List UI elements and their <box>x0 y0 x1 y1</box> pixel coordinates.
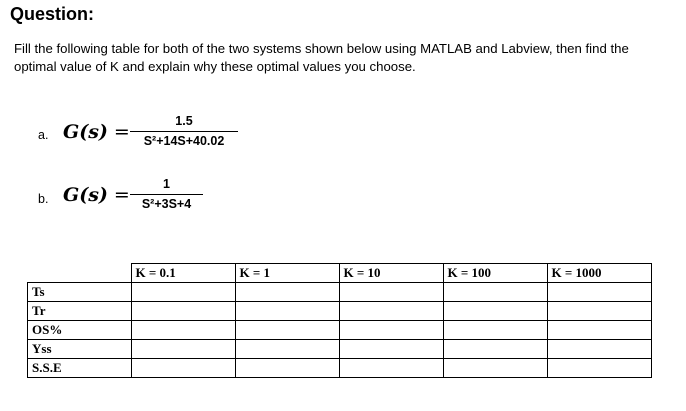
transfer-function-lhs <box>63 184 130 206</box>
numerator: 1.5 <box>175 114 193 128</box>
column-header: K = 100 <box>443 264 547 283</box>
table-cell[interactable] <box>443 359 547 378</box>
row-label: S.S.E <box>28 359 132 378</box>
system-letter: b. <box>38 192 49 206</box>
transfer-function-fraction <box>130 177 203 211</box>
equals-sign: = <box>113 121 130 143</box>
table-cell[interactable] <box>339 283 443 302</box>
table-cell[interactable] <box>547 283 651 302</box>
table-cell[interactable] <box>131 321 235 340</box>
table-cell[interactable] <box>443 302 547 321</box>
table-cell[interactable] <box>443 321 547 340</box>
transfer-function-fraction <box>130 114 238 148</box>
row-label: OS% <box>28 321 132 340</box>
table-cell[interactable] <box>131 302 235 321</box>
row-label: Tr <box>28 302 132 321</box>
column-header: K = 10 <box>339 264 443 283</box>
function-name: G(s) <box>63 184 108 206</box>
table-cell[interactable] <box>547 321 651 340</box>
table-corner-cell <box>28 264 132 283</box>
column-header: K = 1000 <box>547 264 651 283</box>
table-cell[interactable] <box>235 283 339 302</box>
function-name: G(s) <box>63 121 108 143</box>
table-cell[interactable] <box>339 321 443 340</box>
question-heading: Question: <box>10 4 94 24</box>
table-cell[interactable] <box>547 302 651 321</box>
table-row <box>28 340 652 359</box>
instructions-text: Fill the following table for both of the two systems shown below using MATLAB and Labview, then find the optimal value of K and explain why these optimal values you choose. <box>14 41 629 74</box>
table-row <box>28 283 652 302</box>
table-header-row <box>28 264 652 283</box>
table-cell[interactable] <box>131 359 235 378</box>
denominator: S²+3S+4 <box>141 197 192 211</box>
row-label: Ts <box>28 283 132 302</box>
results-table <box>27 263 652 378</box>
table-cell[interactable] <box>131 283 235 302</box>
table-cell[interactable] <box>547 359 651 378</box>
table-cell[interactable] <box>235 302 339 321</box>
transfer-function-lhs <box>63 121 130 143</box>
column-header: K = 1 <box>235 264 339 283</box>
table-cell[interactable] <box>339 359 443 378</box>
table-cell[interactable] <box>235 359 339 378</box>
table-row <box>28 359 652 378</box>
table-cell[interactable] <box>235 340 339 359</box>
column-header: K = 0.1 <box>131 264 235 283</box>
table-cell[interactable] <box>443 340 547 359</box>
table-cell[interactable] <box>443 283 547 302</box>
denominator: S²+14S+40.02 <box>143 134 225 148</box>
numerator: 1 <box>163 177 170 191</box>
table-cell[interactable] <box>339 340 443 359</box>
table-cell[interactable] <box>235 321 339 340</box>
system-letter: a. <box>38 128 49 142</box>
row-label: Yss <box>28 340 132 359</box>
table-row <box>28 321 652 340</box>
table-cell[interactable] <box>131 340 235 359</box>
table-row <box>28 302 652 321</box>
table-cell[interactable] <box>339 302 443 321</box>
equals-sign: = <box>113 184 130 206</box>
table-cell[interactable] <box>547 340 651 359</box>
